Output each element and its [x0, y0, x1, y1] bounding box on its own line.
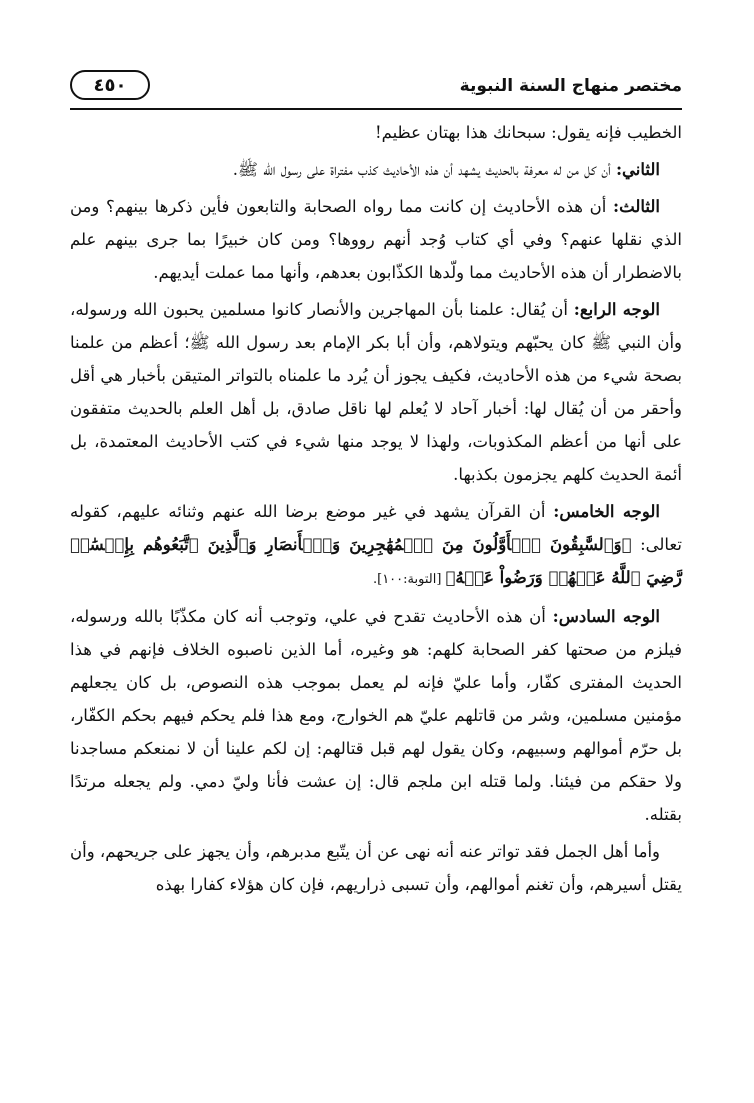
- paragraph-text: أن كل من له معرفة بالحديث يشهد أن هذه الأحاديث كذب مفتراة على رسول الله ﷺ.: [232, 160, 616, 179]
- paragraph-text: الخطيب فإنه يقول: سبحانك هذا بهتان عظيم!: [374, 123, 682, 142]
- paragraph-heading: الوجه السادس:: [552, 607, 661, 626]
- paragraph-heading: الثالث:: [613, 197, 660, 216]
- paragraph-text: وأما أهل الجمل فقد تواتر عنه أنه نهى عن أن يتّبع مدبرهم، وأن يجهز على جريحهم، وأن يقتل أسيرهم، وأن تغنم أموالهم، وأن تسبى ذراريهم، فإن كان هؤلاء كفارا بهذه: [70, 842, 682, 894]
- page-header: [70, 62, 682, 110]
- paragraph-heading: الثاني:: [615, 160, 660, 179]
- paragraph-sixth: [70, 600, 682, 831]
- paragraph-text: أن هذه الأحاديث تقدح في علي، وتوجب أنه كان مكذّبًا بالله ورسوله، فيلزم من صحتها كفر الصحابة كلهم: هو وغيره، أما الذين ناصبوه الخلاف فإنهم في هذا الحديث المفترى كفّار، وأما عليّ فإنه لم يعمل بموجب هذه النصوص، بل كان يجعلهم مؤمنين مسلمين، وشر من قاتلهم عليّ هم الخوارج، ومع هذا فلم يحكم فيهم بحكم الكفّار، بل حرّم أموالهم وسبيهم، وكان يقول لهم قبل قتالهم: إن لكم علينا أن لا نمنعكم مساجدنا ولا حقكم من فيئنا. ولما قتله ابن ملجم قال: إن عشت فأنا وليّ دمي. ولم يجعله مرتدًا بقتله.: [70, 607, 682, 824]
- paragraph-fourth: [70, 293, 682, 491]
- paragraph-fifth: [70, 495, 682, 596]
- paragraph-text: أن القرآن يشهد في غير موضع برضا الله عنهم وثنائه عليهم، كقوله تعالى:: [70, 502, 682, 554]
- paragraph-second: [70, 153, 682, 186]
- header-divider: [70, 108, 682, 110]
- quran-verse: ﴿وَٱلسَّٰبِقُونَ ٱلۡأَوَّلُونَ مِنَ ٱلۡمُهَٰجِرِينَ وَٱلۡأَنصَارِ وَٱلَّذِينَ ٱتَّبَعُوهُم بِإِحۡسَٰنٖ رَّضِيَ ٱللَّهُ عَنۡهُمۡ وَرَضُواْ عَنۡهُ﴾: [70, 535, 682, 587]
- book-title: مختصر منهاج السنة النبوية: [459, 76, 682, 96]
- paragraph-continuation: [70, 116, 682, 149]
- paragraph-heading: الوجه الرابع:: [573, 300, 660, 319]
- verse-citation: [التوبة:١٠٠].: [372, 572, 446, 587]
- page-number: ٤٥٠: [70, 70, 150, 100]
- paragraph-heading: الوجه الخامس:: [553, 502, 661, 521]
- paragraph-text: أن هذه الأحاديث إن كانت مما رواه الصحابة والتابعون فأين ذكرها بينهم؟ ومن الذي نقلها عنهم؟ وفي أي كتاب وُجد أنهم رووها؟ ومن كان خبيرًا بما جرى بينهم علم بالاضطرار أن هذه الأحاديث مما ولّدها الكذّابون بعدهم، وأنها مما عملت أيديهم.: [70, 197, 682, 282]
- paragraph-third: [70, 190, 682, 289]
- page-body: [70, 116, 682, 905]
- paragraph-text: أن يُقال: علمنا بأن المهاجرين والأنصار كانوا مسلمين يحبون الله ورسوله، وأن النبي ﷺ كان يحبّهم ويتولاهم، وأن أبا بكر الإمام بعد رسول الله ﷺ؛ أعظم من علمنا بصحة شيء من هذه الأحاديث، فكيف يجوز أن يُرد ما علمناه بالتواتر المتيقن بأخبار هي أقل وأحقر من أن يُقال لها: أخبار آحاد لا يُعلم لها ناقل صادق، بل أهل العلم بالحديث متفقون على أنها من أعظم المكذوبات، ولهذا لا يوجد منها شيء في كتب الأحاديث المعتمدة، بل أئمة الحديث كلهم يجزمون بكذبها.: [70, 300, 682, 484]
- paragraph-jamal: [70, 835, 682, 901]
